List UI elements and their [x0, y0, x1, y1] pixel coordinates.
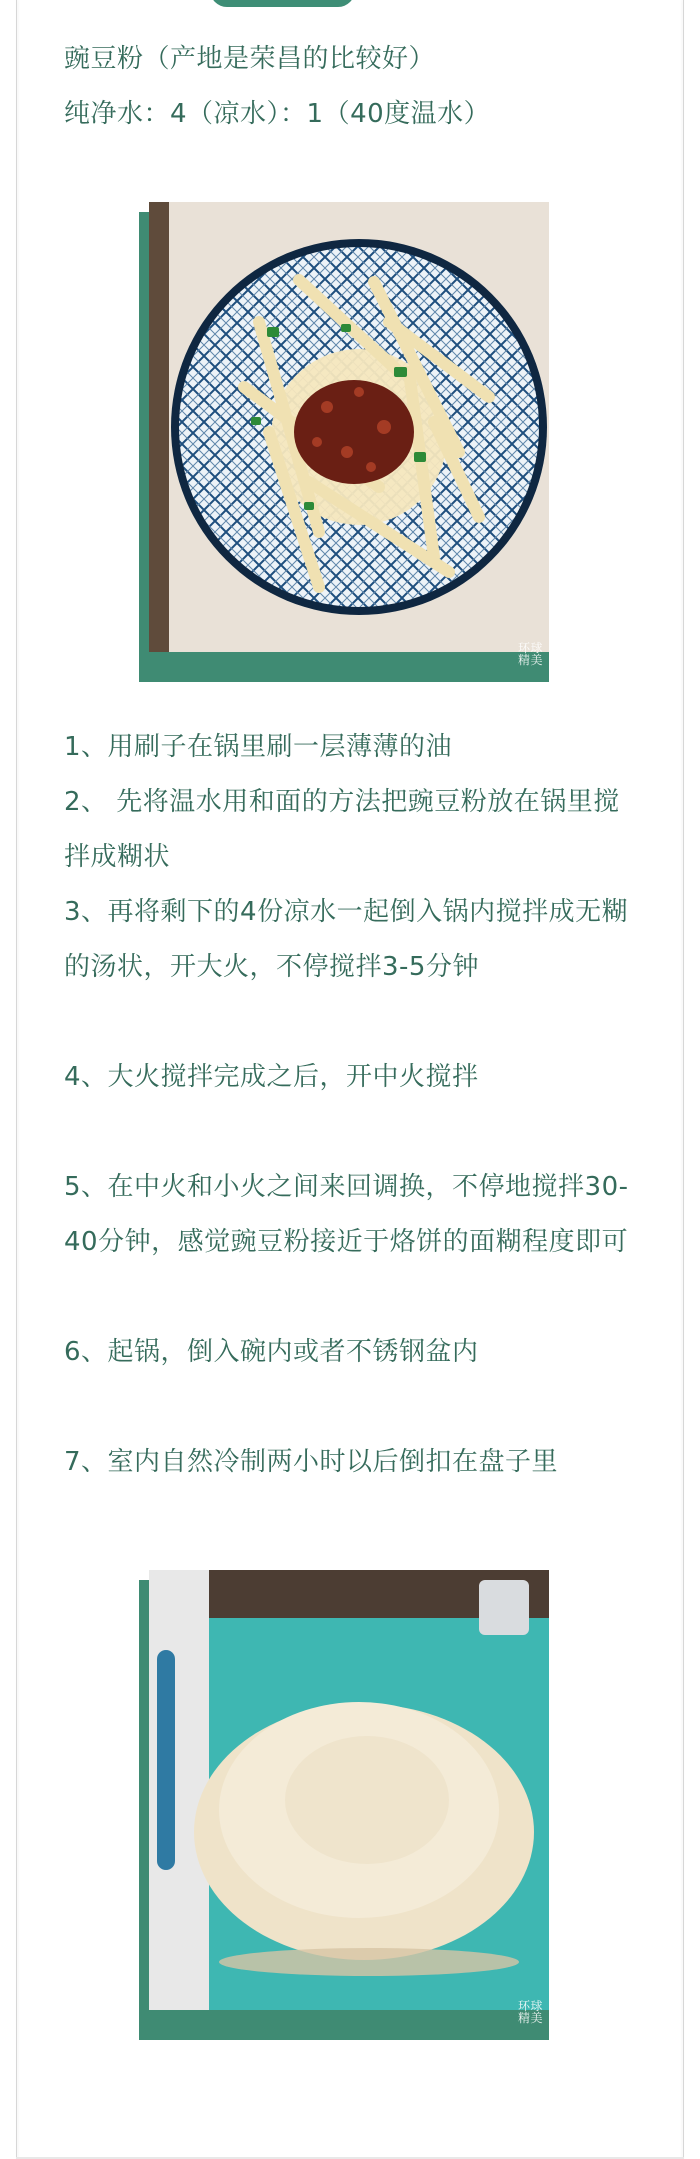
article-content — [64, 32, 644, 2030]
ratio-line: 纯净水：4（凉水）：1（40度温水） — [64, 99, 491, 129]
jelly-photo — [149, 1570, 549, 2030]
step-3: 3、再将剩下的4份凉水一起倒入锅内搅拌成无糊的汤状，开大火，不停搅拌3-5分钟 — [64, 897, 629, 982]
dish-photo-frame — [149, 202, 559, 672]
left-border — [16, 0, 17, 2159]
photo-watermark: 环球 精美 — [517, 1999, 543, 2025]
step-7: 7、室内自然冷制两小时以后倒扣在盘子里 — [64, 1447, 559, 1477]
spacer — [64, 995, 644, 1050]
jelly-photo-frame — [149, 1570, 559, 2030]
spacer — [64, 1105, 644, 1160]
step-2: 2、 先将温水用和面的方法把豌豆粉放在锅里搅拌成糊状 — [64, 787, 620, 872]
dish-photo — [149, 202, 549, 672]
step-1: 1、用刷子在锅里刷一层薄薄的油 — [64, 732, 453, 762]
step-4: 4、大火搅拌完成之后，开中火搅拌 — [64, 1062, 479, 1092]
photo-watermark: 环球 精美 — [517, 641, 543, 667]
section-header-tab — [210, 0, 355, 7]
step-5: 5、在中火和小火之间来回调换，不停地搅拌30-40分钟，感觉豌豆粉接近于烙饼的面糊程度即可 — [64, 1172, 629, 1257]
ingredient-line: 豌豆粉（产地是荣昌的比较好） — [64, 44, 436, 74]
spacer — [64, 1380, 644, 1435]
right-border — [683, 0, 684, 2159]
step-6: 6、起锅，倒入碗内或者不锈钢盆内 — [64, 1337, 479, 1367]
spacer — [64, 1270, 644, 1325]
